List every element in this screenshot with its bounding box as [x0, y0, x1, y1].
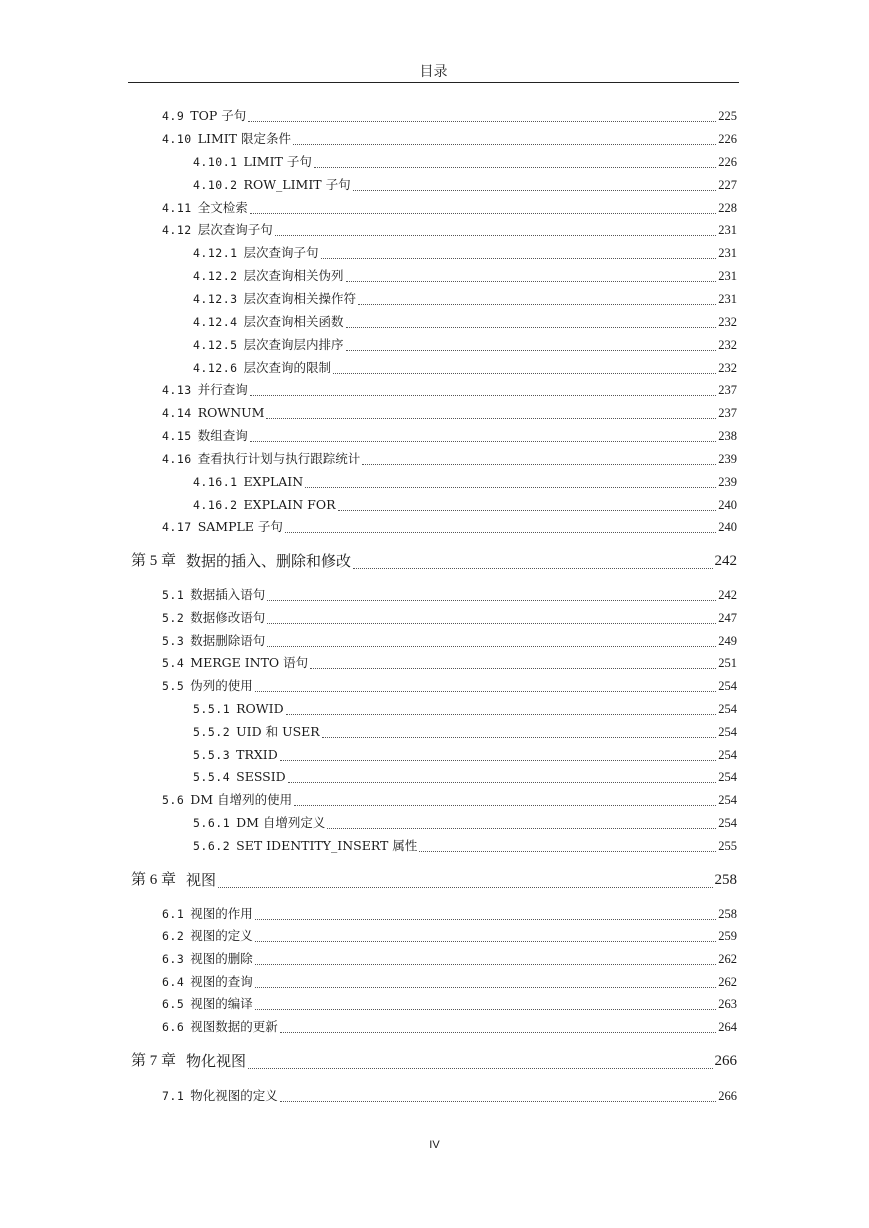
toc-dot-leader — [255, 952, 716, 965]
page-number: IV — [429, 1139, 440, 1151]
toc-entry-title: 视图数据的更新 — [190, 1019, 278, 1034]
toc-entry-title: 层次查询的限制 — [243, 360, 332, 375]
toc-entry-number: 5.2 — [162, 611, 185, 625]
toc-subsection-entry[interactable] — [193, 701, 737, 717]
toc-section-entry[interactable] — [162, 587, 737, 603]
toc-dot-leader — [267, 634, 716, 647]
toc-entry-page: 249 — [718, 634, 737, 648]
toc-entry-number: 4.12.2 — [193, 269, 238, 283]
toc-section-entry[interactable] — [162, 405, 737, 421]
toc-section-entry[interactable] — [162, 428, 737, 444]
toc-entry-title: 查看执行计划与执行跟踪统计 — [197, 451, 361, 466]
toc-dot-leader — [267, 588, 716, 601]
toc-dot-leader — [248, 1053, 712, 1069]
toc-dot-leader — [314, 155, 716, 168]
toc-entry-page: 254 — [718, 793, 737, 807]
toc-entry-number: 6.4 — [162, 975, 185, 989]
toc-entry-title: SET IDENTITY_INSERT 属性 — [236, 838, 418, 853]
toc-entry-page: 232 — [718, 338, 737, 352]
toc-entry-page: 266 — [714, 1053, 737, 1069]
toc-entry-number: 4.16.2 — [193, 498, 238, 512]
toc-dot-leader — [280, 748, 717, 761]
toc-entry-page: 262 — [718, 975, 737, 989]
toc-dot-leader — [293, 132, 716, 145]
toc-entry-page: 240 — [718, 520, 737, 534]
toc-entry-page: 237 — [718, 406, 737, 420]
toc-section-entry[interactable] — [162, 996, 737, 1012]
toc-entry-title: SAMPLE 子句 — [197, 519, 283, 534]
toc-entry-page: 251 — [718, 656, 737, 670]
toc-subsection-entry[interactable] — [193, 291, 737, 307]
toc-dot-leader — [255, 907, 716, 920]
toc-entry-title: 物化视图的定义 — [190, 1088, 278, 1103]
toc-entry-page: 254 — [718, 725, 737, 739]
toc-entry-title: 视图的删除 — [190, 951, 253, 966]
toc-section-entry[interactable] — [162, 451, 737, 467]
toc-subsection-entry[interactable] — [193, 177, 737, 193]
toc-entry-title: 数据的插入、删除和修改 — [186, 552, 352, 570]
toc-entry-number: 5.4 — [162, 656, 185, 670]
toc-entry-number: 第 5 章 — [131, 553, 177, 569]
toc-entry-page: 226 — [718, 132, 737, 146]
toc-entry-number: 4.12.5 — [193, 338, 238, 352]
toc-dot-leader — [255, 929, 716, 942]
toc-section-entry[interactable] — [162, 951, 737, 967]
toc-section-entry[interactable] — [162, 1088, 737, 1104]
toc-entry-number: 4.12.4 — [193, 315, 238, 329]
toc-entry-page: 231 — [718, 269, 737, 283]
toc-entry-title: 数据修改语句 — [190, 610, 266, 625]
toc-entry-page: 258 — [718, 907, 737, 921]
toc-entry-page: 242 — [718, 588, 737, 602]
toc-entry-title: LIMIT 子句 — [243, 154, 312, 169]
toc-entry-page: 231 — [718, 292, 737, 306]
toc-entry-title: 数组查询 — [197, 428, 248, 443]
toc-entry-title: DM 自增列的使用 — [190, 792, 293, 807]
toc-entry-number: 5.1 — [162, 588, 185, 602]
toc-section-entry[interactable] — [162, 655, 737, 671]
toc-entry-page: 242 — [714, 553, 737, 569]
toc-entry-title: EXPLAIN — [243, 474, 304, 489]
toc-entry-page: 262 — [718, 952, 737, 966]
toc-dot-leader — [346, 315, 717, 328]
toc-entry-number: 第 7 章 — [131, 1053, 177, 1069]
toc-chapter-entry[interactable] — [131, 551, 737, 571]
toc-subsection-entry[interactable] — [193, 838, 737, 854]
toc-subsection-entry[interactable] — [193, 245, 737, 261]
toc-entry-number: 6.2 — [162, 929, 185, 943]
toc-entry-title: 层次查询层内排序 — [243, 337, 344, 352]
toc-entry-number: 5.5.2 — [193, 725, 231, 739]
toc-entry-number: 4.17 — [162, 520, 192, 534]
toc-entry-page: 266 — [718, 1089, 737, 1103]
toc-entry-page: 255 — [718, 839, 737, 853]
toc-dot-leader — [362, 452, 716, 465]
toc-entry-title: 视图的作用 — [190, 906, 253, 921]
toc-dot-leader — [358, 292, 716, 305]
toc-entry-page: 264 — [718, 1020, 737, 1034]
toc-subsection-entry[interactable] — [193, 724, 737, 740]
toc-entry-number: 4.13 — [162, 383, 192, 397]
toc-entry-number: 7.1 — [162, 1089, 185, 1103]
toc-entry-title: MERGE INTO 语句 — [190, 655, 309, 670]
toc-entry-title: LIMIT 限定条件 — [197, 131, 291, 146]
toc-entry-title: ROWNUM — [197, 405, 265, 420]
toc-entry-title: 物化视图 — [186, 1052, 247, 1070]
toc-entry-number: 5.5 — [162, 679, 185, 693]
toc-entry-number: 5.6 — [162, 793, 185, 807]
toc-entry-page: 231 — [718, 223, 737, 237]
toc-entry-number: 4.12.1 — [193, 246, 238, 260]
toc-entry-page: 240 — [718, 498, 737, 512]
toc-dot-leader — [346, 338, 717, 351]
toc-entry-page: 254 — [718, 748, 737, 762]
toc-entry-title: TRXID — [236, 747, 278, 762]
toc-entry-title: 视图的编译 — [190, 996, 253, 1011]
toc-entry-number: 4.11 — [162, 201, 192, 215]
toc-entry-number: 5.6.2 — [193, 839, 231, 853]
toc-entry-number: 4.14 — [162, 406, 192, 420]
toc-entry-number: 4.12.6 — [193, 361, 238, 375]
toc-dot-leader — [275, 223, 717, 236]
toc-dot-leader — [280, 1089, 716, 1102]
toc-dot-leader — [353, 178, 717, 191]
toc-entry-page: 239 — [718, 452, 737, 466]
toc-entry-title: 伪列的使用 — [190, 678, 253, 693]
toc-entry-title: 视图 — [186, 871, 217, 889]
toc-entry-number: 5.6.1 — [193, 816, 231, 830]
toc-entry-number: 5.3 — [162, 634, 185, 648]
toc-entry-title: 层次查询子句 — [197, 222, 273, 237]
toc-dot-leader — [294, 793, 716, 806]
toc-entry-title: ROWID — [236, 701, 284, 716]
toc-entry-page: 254 — [718, 679, 737, 693]
toc-entry-page: 238 — [718, 429, 737, 443]
toc-dot-leader — [353, 553, 712, 569]
toc-entry-title: 全文检索 — [197, 200, 248, 215]
toc-entry-title: 视图的定义 — [190, 928, 253, 943]
toc-chapter-entry[interactable] — [131, 870, 737, 890]
toc-dot-leader — [327, 816, 716, 829]
toc-entry-page: 247 — [718, 611, 737, 625]
toc-entry-number: 5.5.1 — [193, 702, 231, 716]
toc-section-entry[interactable] — [162, 382, 737, 398]
toc-entry-page: 226 — [718, 155, 737, 169]
toc-entry-number: 4.16 — [162, 452, 192, 466]
toc-subsection-entry[interactable] — [193, 747, 737, 763]
toc-dot-leader — [255, 997, 716, 1010]
toc-dot-leader — [280, 1020, 716, 1033]
toc-section-entry[interactable] — [162, 678, 737, 694]
toc-entry-number: 4.16.1 — [193, 475, 238, 489]
toc-entry-title: DM 自增列定义 — [236, 815, 326, 830]
toc-entry-title: ROW_LIMIT 子句 — [243, 177, 351, 192]
toc-dot-leader — [248, 109, 716, 122]
toc-entry-page: 254 — [718, 770, 737, 784]
toc-section-entry[interactable] — [162, 974, 737, 990]
toc-entry-number: 4.10.2 — [193, 178, 238, 192]
toc-section-entry[interactable] — [162, 1019, 737, 1035]
toc-dot-leader — [250, 383, 717, 396]
toc-dot-leader — [321, 246, 717, 259]
toc-entry-page: 239 — [718, 475, 737, 489]
toc-dot-leader — [419, 839, 716, 852]
toc-dot-leader — [218, 872, 712, 888]
toc-entry-title: 层次查询相关伪列 — [243, 268, 344, 283]
toc-entry-number: 5.5.3 — [193, 748, 231, 762]
toc-entry-title: 层次查询子句 — [243, 245, 319, 260]
toc-dot-leader — [333, 361, 716, 374]
toc-dot-leader — [250, 429, 717, 442]
toc-section-entry[interactable] — [162, 108, 737, 124]
toc-entry-page: 231 — [718, 246, 737, 260]
toc-entry-number: 6.1 — [162, 907, 185, 921]
toc-entry-number: 4.9 — [162, 109, 185, 123]
toc-subsection-entry[interactable] — [193, 769, 737, 785]
toc-entry-number: 4.10 — [162, 132, 192, 146]
toc-dot-leader — [346, 269, 717, 282]
page-header-title: 目录 — [419, 64, 448, 80]
toc-dot-leader — [338, 498, 717, 511]
toc-entry-title: UID 和 USER — [236, 724, 320, 739]
toc-section-entry[interactable] — [162, 633, 737, 649]
toc-section-entry[interactable] — [162, 792, 737, 808]
toc-entry-title: 并行查询 — [197, 382, 248, 397]
toc-entry-page: 232 — [718, 361, 737, 375]
toc-subsection-entry[interactable] — [193, 474, 737, 490]
toc-section-entry[interactable] — [162, 222, 737, 238]
toc-entry-title: 层次查询相关操作符 — [243, 291, 357, 306]
toc-entry-number: 6.6 — [162, 1020, 185, 1034]
toc-section-entry[interactable] — [162, 610, 737, 626]
toc-entry-number: 6.5 — [162, 997, 185, 1011]
toc-entry-number: 4.12.3 — [193, 292, 238, 306]
toc-entry-number: 4.10.1 — [193, 155, 238, 169]
toc-dot-leader — [322, 725, 717, 738]
toc-entry-title: TOP 子句 — [190, 108, 247, 123]
toc-dot-leader — [288, 770, 717, 783]
toc-entry-number: 5.5.4 — [193, 770, 231, 784]
toc-dot-leader — [250, 201, 717, 214]
toc-dot-leader — [255, 975, 716, 988]
toc-entry-page: 259 — [718, 929, 737, 943]
toc-dot-leader — [310, 656, 716, 669]
toc-dot-leader — [286, 702, 717, 715]
toc-section-entry[interactable] — [162, 928, 737, 944]
toc-subsection-entry[interactable] — [193, 497, 737, 513]
toc-entry-title: SESSID — [236, 769, 286, 784]
toc-section-entry[interactable] — [162, 906, 737, 922]
toc-entry-number: 4.12 — [162, 223, 192, 237]
toc-section-entry[interactable] — [162, 519, 737, 535]
toc-dot-leader — [266, 406, 716, 419]
toc-dot-leader — [305, 475, 716, 488]
toc-entry-page: 227 — [718, 178, 737, 192]
toc-subsection-entry[interactable] — [193, 268, 737, 284]
toc-dot-leader — [285, 520, 716, 533]
toc-section-entry[interactable] — [162, 200, 737, 216]
toc-entry-page: 263 — [718, 997, 737, 1011]
toc-entry-page: 228 — [718, 201, 737, 215]
toc-dot-leader — [267, 611, 716, 624]
toc-entry-title: 层次查询相关函数 — [243, 314, 344, 329]
toc-entry-number: 第 6 章 — [131, 872, 177, 888]
toc-entry-number: 6.3 — [162, 952, 185, 966]
toc-dot-leader — [255, 679, 716, 692]
toc-entry-title: 数据插入语句 — [190, 587, 266, 602]
toc-entry-page: 237 — [718, 383, 737, 397]
toc-entry-title: EXPLAIN FOR — [243, 497, 336, 512]
toc-entry-page: 254 — [718, 816, 737, 830]
toc-entry-page: 225 — [718, 109, 737, 123]
toc-subsection-entry[interactable] — [193, 154, 737, 170]
toc-entry-title: 视图的查询 — [190, 974, 253, 989]
toc-entry-page: 232 — [718, 315, 737, 329]
toc-chapter-entry[interactable] — [131, 1051, 737, 1071]
toc-entry-title: 数据删除语句 — [190, 633, 266, 648]
toc-entry-number: 4.15 — [162, 429, 192, 443]
toc-section-entry[interactable] — [162, 131, 737, 147]
toc-subsection-entry[interactable] — [193, 337, 737, 353]
toc-entry-page: 254 — [718, 702, 737, 716]
toc-entry-page: 258 — [714, 872, 737, 888]
toc-subsection-entry[interactable] — [193, 815, 737, 831]
toc-subsection-entry[interactable] — [193, 360, 737, 376]
toc-subsection-entry[interactable] — [193, 314, 737, 330]
